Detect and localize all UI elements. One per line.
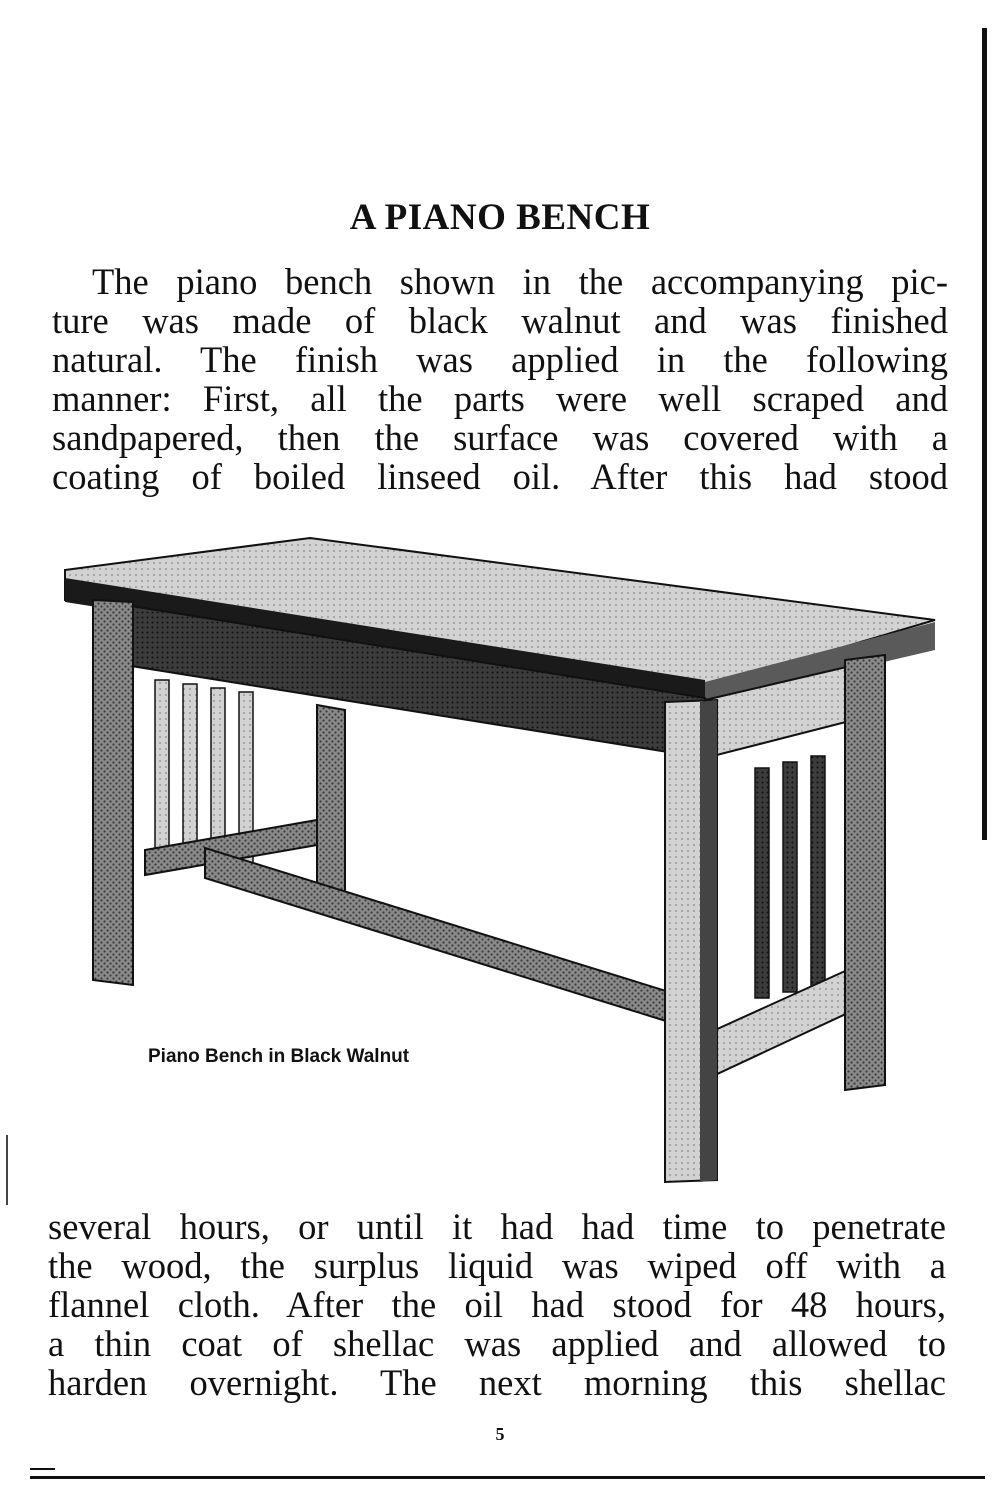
text-line: The piano bench shown in the accompanying pic-: [92, 261, 948, 302]
text-line: harden overnight. The next morning this shellac: [48, 1362, 946, 1403]
text-line: a thin coat of shellac was applied and allowed to: [48, 1323, 946, 1364]
text-line: several hours, or until it had had time to penetrate: [48, 1206, 946, 1247]
page-number: 5: [495, 1424, 505, 1444]
paragraph-2: [48, 1207, 946, 1402]
text-line: natural. The finish was applied in the following: [52, 339, 948, 380]
bottom-rule-mark: [30, 1468, 55, 1470]
text-line: flannel cloth. After the oil had stood for 48 hours,: [48, 1284, 946, 1325]
text-line: manner: First, all the parts were well scraped and: [52, 378, 948, 419]
text-line: ture was made of black walnut and was finished: [52, 300, 948, 341]
text-line: coating of boiled linseed oil. After this had stood: [52, 456, 948, 497]
right-margin-rule: [982, 28, 987, 840]
page-title: A PIANO BENCH: [349, 197, 651, 238]
figure-caption: Piano Bench in Black Walnut: [148, 1046, 410, 1067]
paragraph-1: [52, 262, 948, 496]
text-line: the wood, the surplus liquid was wiped off with a: [48, 1245, 946, 1286]
left-margin-mark: [6, 1135, 8, 1205]
text-line: sandpapered, then the surface was covered with a: [52, 417, 948, 458]
bottom-rule: [30, 1476, 985, 1479]
piano-bench-illustration: [55, 530, 945, 1195]
